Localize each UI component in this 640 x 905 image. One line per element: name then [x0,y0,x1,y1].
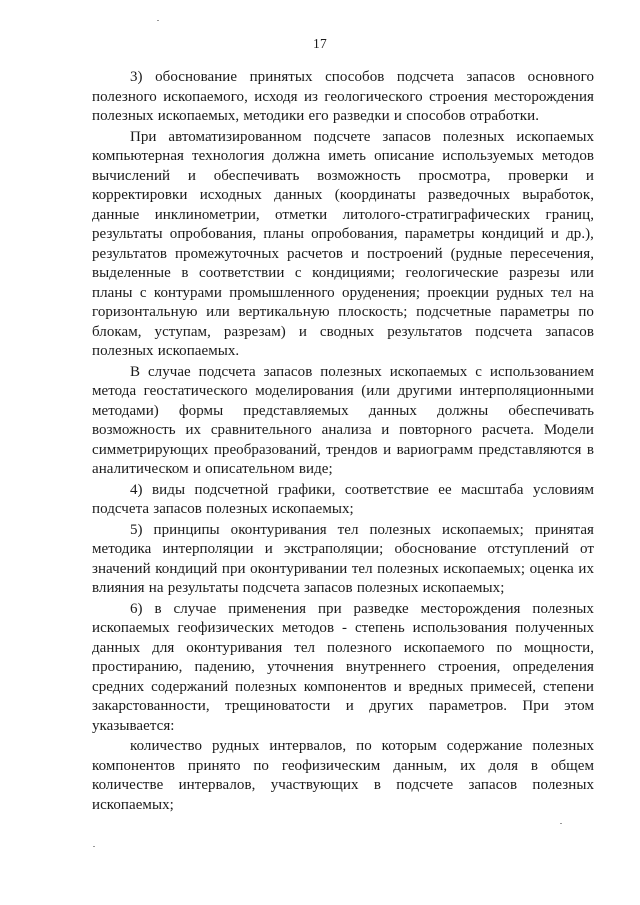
scan-speck-bottom-right [560,823,562,824]
page-body [92,68,594,816]
paragraph-item-3: 3) обоснование принятых способов подсчета запасов основного полезного ископаемого, исходя из геологического строения месторождения полезных ископаемых, методики его разведки и способов отработки. [92,69,594,124]
paragraph-item-6: 6) в случае применения при разведке месторождения полезных ископаемых геофизических методов - степень использования полученных данных для оконтуривания тел полезного ископаемого по мощности, простиранию, падению, уточнения внутреннего строения, определения средних содержаний полезных компонентов и вредных примесей, степени закарстованности, трещиноватости и других параметров. При этом указывается: [92,600,594,734]
paragraph-geostatistical-modeling: В случае подсчета запасов полезных ископаемых с использованием метода геостатического моделирования (или другими интерполяционными методами) формы представляемых данных должны обеспечивать возможность их сравнительного анализа и повторного расчета. Модели симметрирующих преобразований, трендов и вариограмм представляются в аналитическом и описательном виде; [92,363,594,477]
scan-speck-bottom-left [93,846,95,847]
page-number: 17 [313,36,327,51]
scan-speck-top [157,20,159,21]
paragraph-item-4: 4) виды подсчетной графики, соответствие ее масштаба условиям подсчета запасов полезных ископаемых; [92,481,594,517]
paragraph-automated-estimation: При автоматизированном подсчете запасов полезных ископаемых компьютерная технология должна иметь описание используемых методов вычислений и обеспечивать возможность просмотра, проверки и корректировки исходных данных (координаты разведочных выработок, данные инклинометрии, отметки литолого-стратиграфических границ, результаты опробования, планы опробования, параметры кондиций и др.), результатов промежуточных расчетов и построений (рудные пересечения, выделенные в соответствии с кондициями; геологические разрезы или планы с контурами промышленного оруденения; проекции рудных тел на горизонтальную или вертикальную плоскость; подсчетные параметры по блокам, уступам, разрезам) и сводных результатов подсчета запасов полезных ископаемых. [92,128,594,359]
paragraph-item-5: 5) принципы оконтуривания тел полезных ископаемых; принятая методика интерполяции и экстраполяции; обоснование отступлений от значений кондиций при оконтуривании тел полезных ископаемых; оценка их влияния на результаты подсчета запасов полезных ископаемых; [92,521,594,596]
paragraph-ore-intervals: количество рудных интервалов, по которым содержание полезных компонентов принято по геофизическим данным, их доля в общем количестве интервалов, участвующих в подсчете запасов полезных ископаемых; [92,738,594,813]
